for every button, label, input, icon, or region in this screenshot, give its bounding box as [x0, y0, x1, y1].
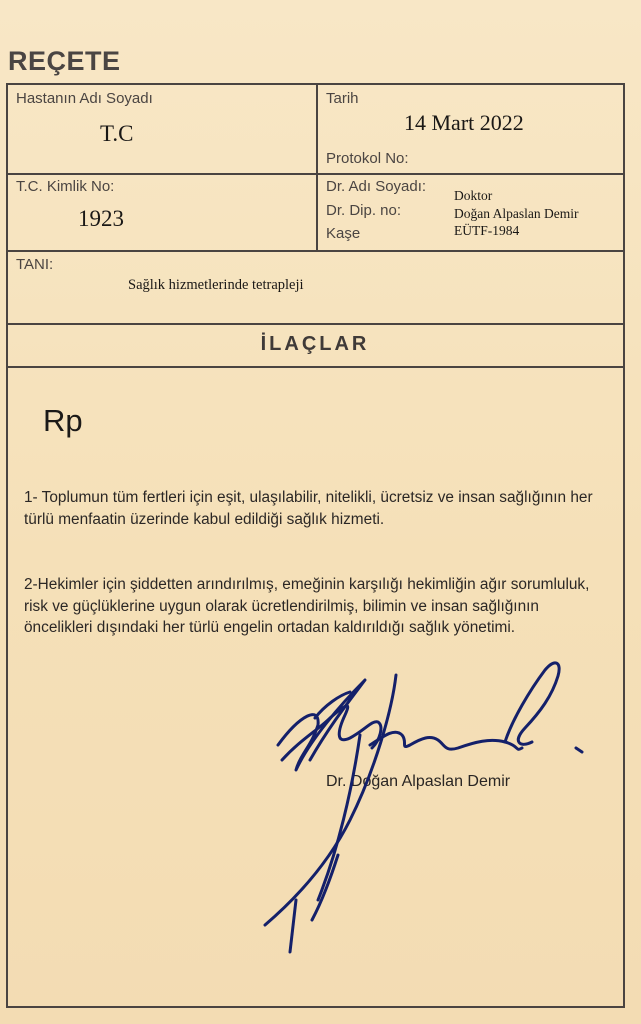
medicines-header: İLAÇLAR: [260, 332, 370, 355]
date-value: 14 Mart 2022: [404, 110, 524, 135]
prescription-item-1: 1- Toplumun tüm fertleri için eşit, ulaşılabilir, nitelikli, ücretsiz ve insan sağlığının her türlü menfaatin üzerinde kabul edildiği sağlık hizmeti.: [24, 489, 593, 528]
doctor-stamp-line3: EÜTF-1984: [454, 223, 520, 238]
diagnosis-label: TANI:: [16, 256, 54, 273]
date-label: Tarih: [326, 90, 359, 107]
doctor-diploma-label: Dr. Dip. no:: [326, 202, 402, 219]
rp-symbol: Rp: [43, 403, 83, 438]
diagnosis-value: Sağlık hizmetlerinde tetrapleji: [128, 277, 304, 293]
form-title: REÇETE: [8, 46, 121, 76]
signature-name: Dr. Doğan Alpaslan Demir: [326, 773, 511, 790]
row-divider-4: [6, 366, 625, 368]
prescription-item-2: 2-Hekimler için şiddetten arındırılmış, emeğinin karşılığı hekimliğin ağır sorumluluk, risk ve güçlüklerine uygun olarak ücretlendirilmiş, bilimin ve insan sağlığının öncelikleri dışındaki her türlü engelin ortadan kaldırıldığı sağlık yönetimi.: [24, 576, 590, 636]
doctor-name-label: Dr. Adı Soyadı:: [326, 178, 427, 195]
id-number-label: T.C. Kimlik No:: [16, 178, 115, 195]
column-divider: [316, 84, 318, 251]
stamp-label: Kaşe: [326, 225, 361, 242]
row-divider-3: [6, 323, 625, 325]
doctor-stamp-line1: Doktor: [454, 188, 493, 203]
protocol-label: Protokol No:: [326, 150, 409, 167]
patient-name-value: T.C: [100, 121, 134, 146]
id-number-value: 1923: [78, 206, 124, 231]
doctor-stamp-line2: Doğan Alpaslan Demir: [454, 206, 579, 221]
patient-name-label: Hastanın Adı Soyadı: [16, 90, 153, 107]
